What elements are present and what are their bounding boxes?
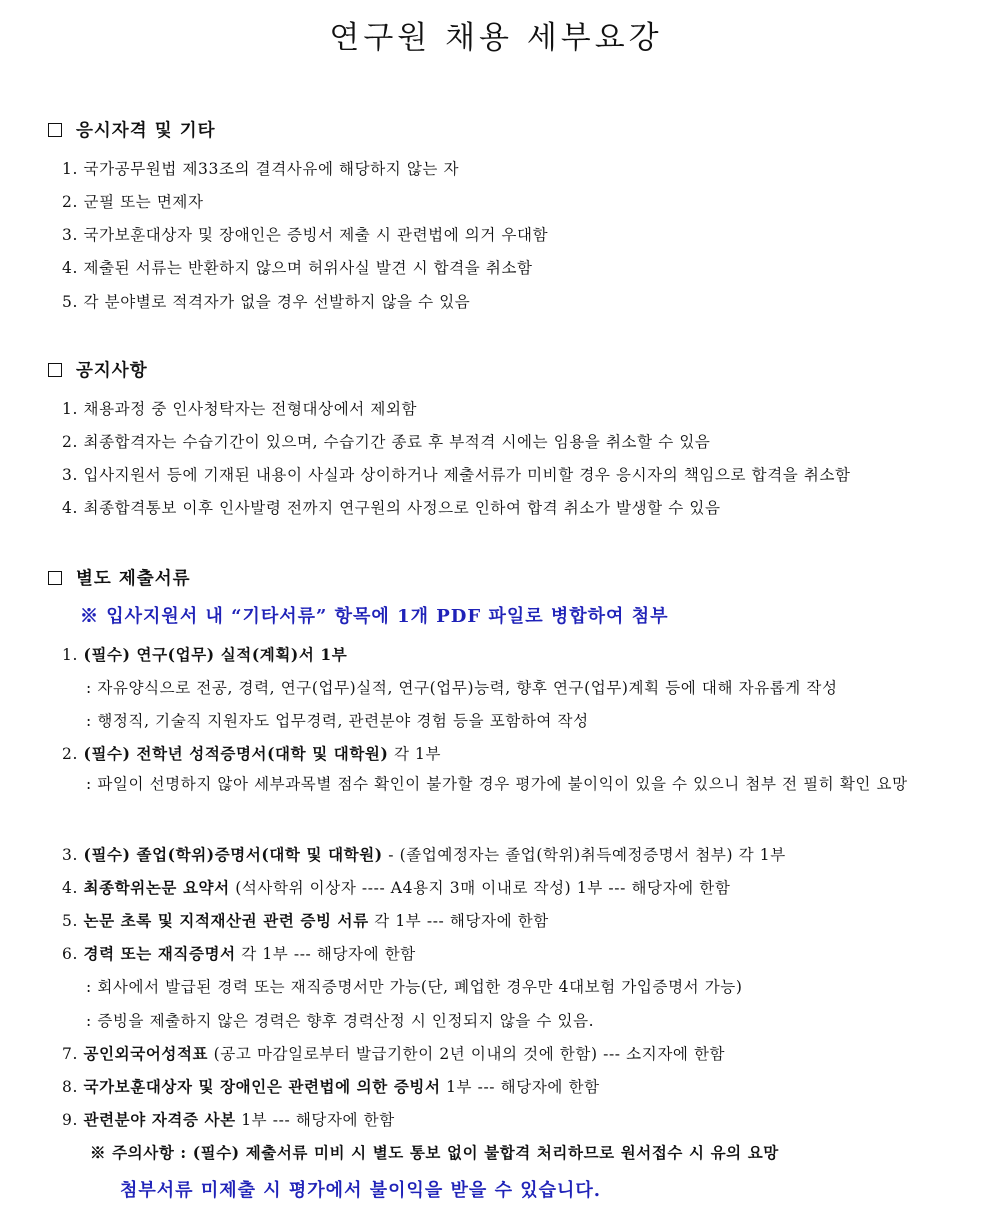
section-heading-label: 별도 제출서류 (76, 569, 191, 589)
item-number: 3. (62, 846, 78, 864)
document-item-3 (62, 843, 786, 865)
checkbox-square-icon (48, 123, 62, 137)
document-item-6 (62, 942, 416, 964)
item-rest: 각 1부 --- 해당자에 한함 (368, 912, 549, 930)
item-title: (필수) 전학년 성적증명서(대학 및 대학원) (83, 744, 389, 763)
item-title: (필수) 연구(업무) 실적(계획)서 1부 (83, 645, 348, 664)
item-rest: 1부 --- 해당자에 한함 (440, 1078, 600, 1096)
item-number: 2. (62, 745, 78, 763)
document-item-5 (62, 909, 549, 931)
section-heading-documents (48, 565, 191, 590)
item-detail: : 회사에서 발급된 경력 또는 재직증명서만 가능(단, 폐업한 경우만 4대보험 가입증명서 가능) (86, 978, 743, 996)
caution-note: ※ 주의사항 : (필수) 제출서류 미비 시 별도 통보 없이 불합격 처리하므로 원서접수 시 유의 요망 (90, 1143, 779, 1162)
list-item: 2. 군필 또는 면제자 (62, 193, 204, 211)
page-title: 연구원 채용 세부요강 (329, 20, 663, 56)
item-detail: : 파일이 선명하지 않아 세부과목별 점수 확인이 불가할 경우 평가에 불이익이 있을 수 있으니 첨부 전 필히 확인 요망 (86, 775, 908, 793)
item-number: 6. (62, 945, 78, 963)
item-title: 국가보훈대상자 및 장애인은 관련법에 의한 증빙서 (83, 1077, 441, 1096)
item-rest: (공고 마감일로부터 발급기한이 2년 이내의 것에 한함) --- 소지자에 한함 (208, 1045, 726, 1063)
list-item: 2. 최종합격자는 수습기간이 있으며, 수습기간 종료 후 부적격 시에는 임용을 취소할 수 있음 (62, 433, 711, 451)
item-number: 7. (62, 1045, 78, 1063)
item-number: 9. (62, 1111, 78, 1129)
document-item-2 (62, 742, 441, 764)
checkbox-square-icon (48, 571, 62, 585)
item-detail: : 자유양식으로 전공, 경력, 연구(업무)실적, 연구(업무)능력, 향후 연구(업무)계획 등에 대해 자유롭게 작성 (86, 679, 838, 697)
item-number: 4. (62, 879, 78, 897)
item-title: 공인외국어성적표 (83, 1044, 209, 1063)
list-item: 1. 채용과정 중 인사청탁자는 전형대상에서 제외함 (62, 400, 418, 418)
section-heading-notices (48, 357, 148, 382)
document-item-8 (62, 1075, 600, 1097)
list-item: 4. 최종합격통보 이후 인사발령 전까지 연구원의 사정으로 인하여 합격 취소가 발생할 수 있음 (62, 499, 721, 517)
item-rest: 각 1부 (388, 745, 442, 763)
caution-note-blue: 첨부서류 미제출 시 평가에서 불이익을 받을 수 있습니다. (120, 1180, 602, 1201)
item-rest: - (졸업예정자는 졸업(학위)취득예정증명서 첨부) 각 1부 (382, 846, 786, 864)
item-detail: : 증빙을 제출하지 않은 경력은 향후 경력산정 시 인정되지 않을 수 있음. (86, 1012, 595, 1030)
item-title: 경력 또는 재직증명서 (83, 944, 236, 963)
list-item: 4. 제출된 서류는 반환하지 않으며 허위사실 발견 시 합격을 취소함 (62, 259, 533, 277)
item-title: (필수) 졸업(학위)증명서(대학 및 대학원) (83, 845, 383, 864)
pdf-merge-notice: ※ 입사지원서 내 “기타서류” 항목에 1개 PDF 파일로 병합하여 첨부 (80, 606, 669, 627)
item-number: 8. (62, 1078, 78, 1096)
item-detail: : 행정직, 기술직 지원자도 업무경력, 관련분야 경험 등을 포함하여 작성 (86, 712, 589, 730)
item-rest: (석사학위 이상자 ---- A4용지 3매 이내로 작성) 1부 --- 해당자에 한함 (229, 879, 731, 897)
item-number: 5. (62, 912, 78, 930)
item-rest: 1부 --- 해당자에 한함 (235, 1111, 395, 1129)
section-heading-label: 공지사항 (76, 361, 148, 381)
document-item-4 (62, 876, 730, 898)
list-item: 3. 국가보훈대상자 및 장애인은 증빙서 제출 시 관련법에 의거 우대함 (62, 226, 549, 244)
section-heading-qualifications (48, 117, 216, 142)
list-item: 1. 국가공무원법 제33조의 결격사유에 해당하지 않는 자 (62, 160, 460, 178)
section-heading-label: 응시자격 및 기타 (76, 121, 216, 141)
item-title: 관련분야 자격증 사본 (83, 1110, 236, 1129)
item-title: 논문 초록 및 지적재산권 관련 증빙 서류 (83, 911, 369, 930)
item-title: 최종학위논문 요약서 (83, 878, 230, 897)
list-item: 3. 입사지원서 등에 기재된 내용이 사실과 상이하거나 제출서류가 미비할 경우 응시자의 책임으로 합격을 취소함 (62, 466, 851, 484)
list-item: 5. 각 분야별로 적격자가 없을 경우 선발하지 않을 수 있음 (62, 293, 471, 311)
checkbox-square-icon (48, 363, 62, 377)
document-item-7 (62, 1042, 725, 1064)
document-item-9 (62, 1108, 395, 1130)
item-rest: 각 1부 --- 해당자에 한함 (235, 945, 416, 963)
document-item-1 (62, 643, 347, 665)
item-number: 1. (62, 646, 78, 664)
